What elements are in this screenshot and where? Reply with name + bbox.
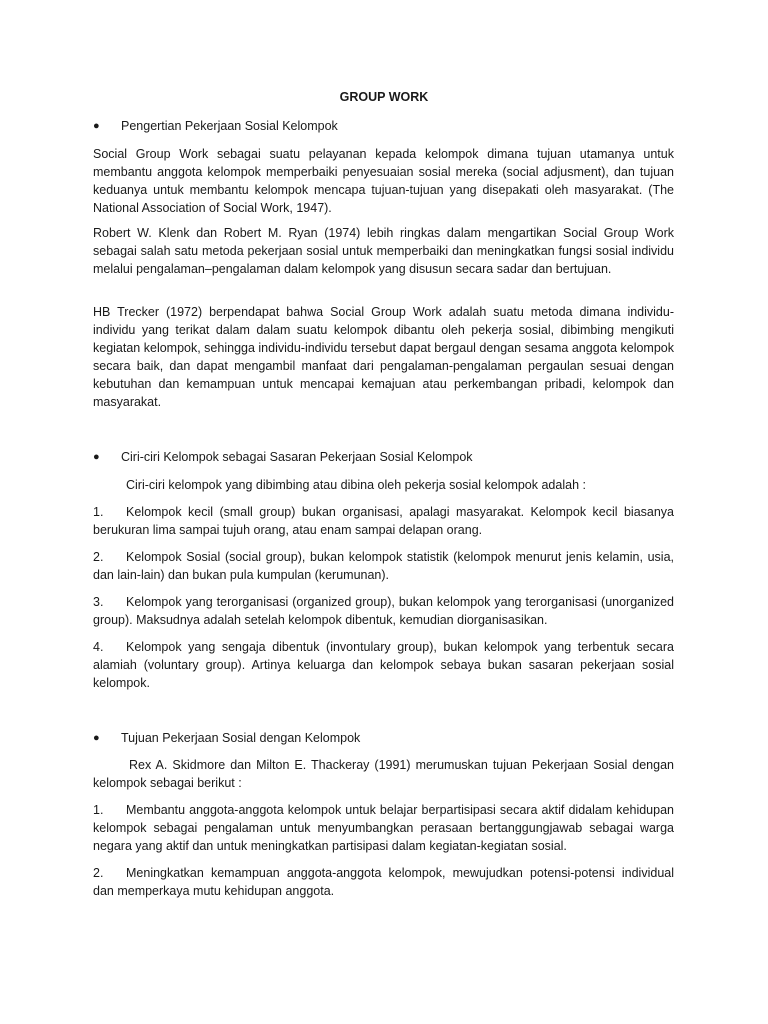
list-item (93, 503, 674, 539)
list-item-text: Meningkatkan kemampuan anggota-anggota kelompok, mewujudkan potensi-potensi individual dan memperkaya mutu kehidupan anggota. (93, 866, 674, 898)
list-item-text: Membantu anggota-anggota kelompok untuk belajar berpartisipasi secara aktif didalam kehidupan kelompok sebagai pengalaman untuk menyumbangkan perasaan bertanggungjawab sebagai warga negara yang aktif dan untuk meningkatkan partisipasi dalam kegiatan-kegiatan sosial. (93, 803, 674, 853)
bullet-icon: ● (93, 451, 100, 463)
paragraph: Robert W. Klenk dan Robert M. Ryan (1974) lebih ringkas dalam mengartikan Social Group Work sebagai salah satu metoda pekerjaan sosial untuk memperbaiki dan meningkatkan fungsi sosial individu melalui pengalaman–pengalaman dalam kelompok yang disusun secara sadar dan bertujuan. (93, 226, 674, 276)
intro-paragraph: Ciri-ciri kelompok yang dibimbing atau dibina oleh pekerja sosial kelompok adalah : (126, 478, 586, 492)
list-item-text: Kelompok yang sengaja dibentuk (invontulary group), bukan kelompok yang terbentuk secara alamiah (voluntary group). Artinya keluarga dan kelompok sebaya bukan sasaran pekerjaan sosial kelompok. (93, 640, 674, 690)
bullet-icon: ● (93, 732, 100, 744)
list-item-number: 2. (93, 550, 104, 564)
list-item-number: 4. (93, 640, 104, 654)
section-heading-tujuan (93, 729, 674, 747)
list-item-number: 1. (93, 505, 104, 519)
section-heading-pengertian (93, 117, 674, 135)
list-item-number: 1. (93, 803, 104, 817)
section-heading-text: Pengertian Pekerjaan Sosial Kelompok (121, 119, 338, 133)
list-item (93, 864, 674, 900)
document-title: GROUP WORK (339, 90, 429, 104)
bullet-icon: ● (93, 120, 100, 132)
intro-paragraph: Rex A. Skidmore dan Milton E. Thackeray (1991) merumuskan tujuan Pekerjaan Sosial dengan kelompok sebagai berikut : (93, 758, 674, 790)
list-item-text: Kelompok kecil (small group) bukan organisasi, apalagi masyarakat. Kelompok kecil biasanya berukuran lima sampai tujuh orang, atau enam sampai delapan orang. (93, 505, 674, 537)
paragraph: HB Trecker (1972) berpendapat bahwa Social Group Work adalah suatu metoda dimana individu-individu yang terikat dalam dalam suatu kelompok dibantu oleh pekerja sosial, dibimbing mengikuti kegiatan kelompok, sehingga individu-individu tersebut dapat bergaul dengan sesama anggota kelompok secara baik, dan dapat mengambil manfaat dari pengalaman-pengalaman pergaulan sesuai dengan kebutuhan dan kemampuan untuk mencapai kemajuan atau perkembangan pribadi, kelompok dan masyarakat. (93, 305, 674, 409)
list-item-number: 3. (93, 595, 104, 609)
section-heading-text: Tujuan Pekerjaan Sosial dengan Kelompok (121, 731, 361, 745)
list-item-number: 2. (93, 866, 104, 880)
list-item-text: Kelompok yang terorganisasi (organized group), bukan kelompok yang terorganisasi (unorganized group). Maksudnya adalah setelah kelompok dibentuk, kemudian diorganisasikan. (93, 595, 674, 627)
list-item-text: Kelompok Sosial (social group), bukan kelompok statistik (kelompok menurut jenis kelamin, usia, dan lain-lain) dan bukan pula kumpulan (kerumunan). (93, 550, 674, 582)
paragraph: Social Group Work sebagai suatu pelayanan kepada kelompok dimana tujuan utamanya untuk membantu anggota kelompok memperbaiki penyesuaian sosial mereka (social adjusment), dan tujuan keduanya untuk membantu kelompok mencapa tujuan-tujuan yang disepakati oleh masyarakat. (The National Association of Social Work, 1947). (93, 147, 674, 215)
list-item (93, 638, 674, 692)
section-heading-text: Ciri-ciri Kelompok sebagai Sasaran Pekerjaan Sosial Kelompok (121, 450, 473, 464)
list-item (93, 801, 674, 855)
list-item (93, 593, 674, 629)
section-heading-ciri-ciri (93, 448, 674, 466)
list-item (93, 548, 674, 584)
